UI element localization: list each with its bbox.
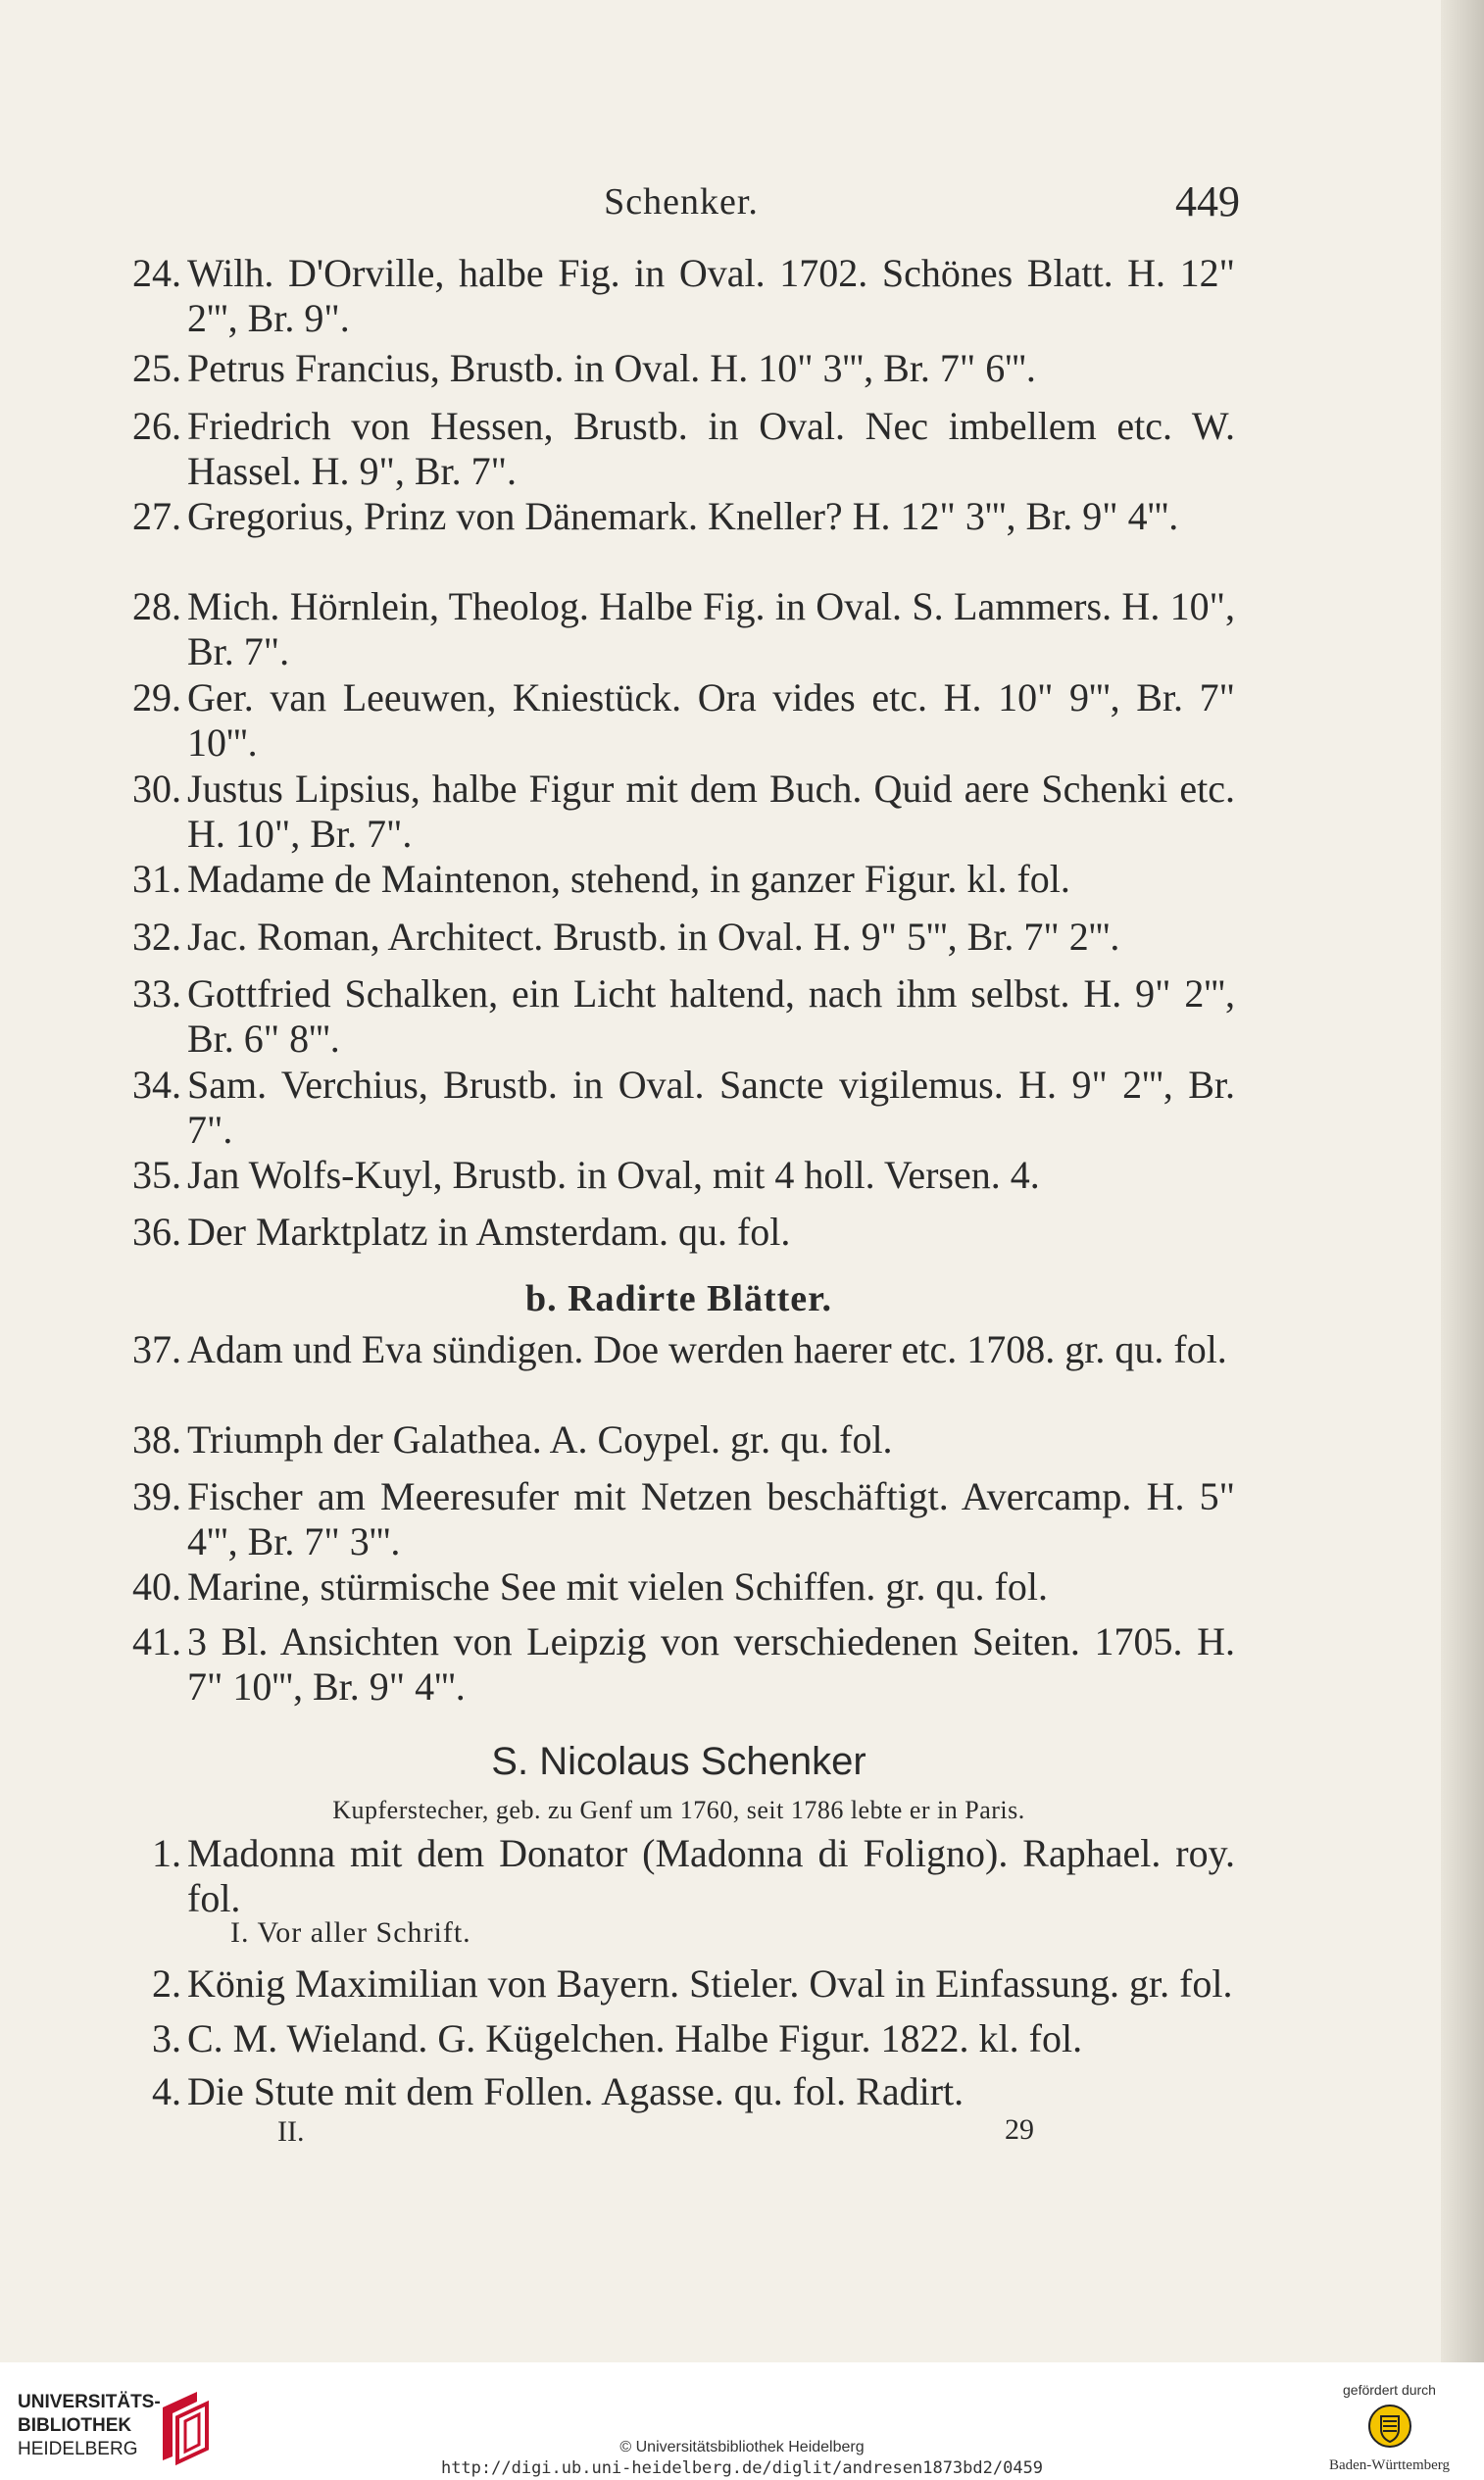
list-item — [123, 494, 1235, 539]
entry-number: 39. — [132, 1474, 181, 1518]
entry-text: Wilh. D'Orville, halbe Fig. in Oval. 1702. Schönes Blatt. H. 12" 2''', Br. 9". — [187, 251, 1235, 340]
list-item — [123, 251, 1235, 341]
list-item — [123, 1417, 1235, 1463]
section-biography: Kupferstecher, geb. zu Genf um 1760, seit 1786 lebte er in Paris. — [332, 1796, 1025, 1824]
list-item — [123, 1564, 1235, 1610]
entry-number: 3. — [152, 2016, 181, 2060]
list-item — [123, 767, 1235, 857]
entry-text: Fischer am Meeresufer mit Netzen beschäftigt. Avercamp. H. 5" 4''', Br. 7" 3'''. — [187, 1474, 1235, 1563]
list-item — [123, 584, 1235, 674]
entry-text: Friedrich von Hessen, Brustb. in Oval. Nec imbellem etc. W. Hassel. H. 9", Br. 7". — [187, 404, 1235, 493]
state-note: I. Vor aller Schrift. — [230, 1916, 471, 1949]
entry-text: König Maximilian von Bayern. Stieler. Oval in Einfassung. gr. fol. — [187, 1961, 1233, 2006]
list-item — [123, 1063, 1235, 1153]
list-item — [123, 2069, 1235, 2114]
entry-number: 25. — [132, 346, 181, 390]
entry-text: Madonna mit dem Donator (Madonna di Foligno). Raphael. roy. fol. — [187, 1831, 1235, 1920]
sponsor-name: Baden-Württemberg — [1328, 2457, 1450, 2473]
permalink[interactable]: http://digi.ub.uni-heidelberg.de/diglit/andresen1873bd2/0459 — [440, 2458, 1044, 2478]
entry-number: 27. — [132, 494, 181, 538]
entry-text: Justus Lipsius, halbe Figur mit dem Buch. Quid aere Schenki etc. H. 10", Br. 7". — [187, 767, 1235, 856]
entry-number: 1. — [152, 1831, 181, 1875]
signature-mark-right: 29 — [1005, 2113, 1034, 2146]
list-item — [123, 857, 1235, 902]
entry-text: Gottfried Schalken, ein Licht haltend, nach ihm selbst. H. 9" 2''', Br. 6" 8'''. — [187, 971, 1235, 1061]
entry-text: Petrus Francius, Brustb. in Oval. H. 10" 3''', Br. 7" 6'''. — [187, 346, 1036, 390]
library-footer — [0, 2362, 1484, 2480]
entry-text: Gregorius, Prinz von Dänemark. Kneller? H. 12" 3''', Br. 9" 4'''. — [187, 494, 1179, 538]
list-item — [123, 1153, 1235, 1198]
subheading: b. Radirte Blätter. — [524, 1278, 833, 1319]
logo-text-line2: BIBLIOTHEK — [18, 2415, 132, 2436]
copyright-text: © Universitätsbibliothek Heidelberg — [619, 2439, 865, 2455]
sponsor-block[interactable] — [1309, 2382, 1470, 2475]
state-coat-of-arms-icon — [1367, 2404, 1412, 2449]
logo-text-line3: HEIDELBERG — [18, 2439, 138, 2459]
entry-number: 2. — [152, 1961, 181, 2006]
entry-number: 28. — [132, 584, 181, 628]
list-item — [123, 1619, 1235, 1710]
entry-number: 41. — [132, 1619, 181, 1663]
library-logo[interactable] — [18, 2382, 233, 2470]
list-item — [123, 1210, 1235, 1255]
entry-number: 30. — [132, 767, 181, 811]
entry-text: Jan Wolfs-Kuyl, Brustb. in Oval, mit 4 holl. Versen. 4. — [187, 1153, 1040, 1197]
entry-text: 3 Bl. Ansichten von Leipzig von verschiedenen Seiten. 1705. H. 7" 10''', Br. 9" 4'''. — [187, 1619, 1235, 1709]
entry-number: 36. — [132, 1210, 181, 1254]
entry-number: 33. — [132, 971, 181, 1016]
running-title: Schenker. — [604, 181, 759, 223]
entry-number: 4. — [152, 2069, 181, 2113]
entry-text: Ger. van Leeuwen, Kniestück. Ora vides etc. H. 10" 9''', Br. 7" 10'''. — [187, 675, 1235, 765]
entry-text: Die Stute mit dem Follen. Agasse. qu. fol. Radirt. — [187, 2069, 965, 2113]
entry-text: Adam und Eva sündigen. Doe werden haerer etc. 1708. gr. qu. fol. — [187, 1327, 1227, 1371]
entry-number: 40. — [132, 1564, 181, 1609]
entry-text: Mich. Hörnlein, Theolog. Halbe Fig. in Oval. S. Lammers. H. 10", Br. 7". — [187, 584, 1235, 673]
running-header — [123, 176, 1240, 235]
page-number: 449 — [1175, 177, 1240, 225]
entry-number: 29. — [132, 675, 181, 719]
list-item — [123, 346, 1235, 391]
entry-text: Der Marktplatz in Amsterdam. qu. fol. — [187, 1210, 791, 1254]
entry-number: 26. — [132, 404, 181, 448]
signature-mark-left: II. — [277, 2115, 305, 2148]
page-edge-shadow — [1441, 0, 1484, 2362]
entry-text: Sam. Verchius, Brustb. in Oval. Sancte vigilemus. H. 9" 2''', Br. 7". — [187, 1063, 1235, 1152]
section-title: S. Nicolaus Schenker — [491, 1740, 866, 1783]
entry-text: Jac. Roman, Architect. Brustb. in Oval. H. 9" 5''', Br. 7" 2'''. — [187, 915, 1120, 959]
entry-number: 31. — [132, 857, 181, 901]
sponsor-label: gefördert durch — [1343, 2382, 1436, 2398]
list-item — [123, 2016, 1235, 2061]
list-item — [123, 1831, 1235, 1921]
list-item — [123, 675, 1235, 766]
entry-number: 32. — [132, 915, 181, 959]
entry-number: 34. — [132, 1063, 181, 1107]
entry-number: 38. — [132, 1417, 181, 1462]
entry-text: Madame de Maintenon, stehend, in ganzer Figur. kl. fol. — [187, 857, 1070, 901]
list-item — [123, 404, 1235, 494]
entry-number: 37. — [132, 1327, 181, 1371]
list-item — [123, 971, 1235, 1062]
list-item — [123, 1961, 1235, 2007]
list-item — [123, 1474, 1235, 1564]
list-item — [123, 915, 1235, 960]
entry-text: C. M. Wieland. G. Kügelchen. Halbe Figur. 1822. kl. fol. — [187, 2016, 1083, 2060]
entry-text: Triumph der Galathea. A. Coypel. gr. qu. fol. — [187, 1417, 893, 1462]
logo-text-line1: UNIVERSITÄTS- — [18, 2392, 161, 2412]
entry-number: 35. — [132, 1153, 181, 1197]
entry-text: Marine, stürmische See mit vielen Schiffen. gr. qu. fol. — [187, 1564, 1048, 1609]
list-item — [123, 1327, 1235, 1372]
entry-number: 24. — [132, 251, 181, 295]
